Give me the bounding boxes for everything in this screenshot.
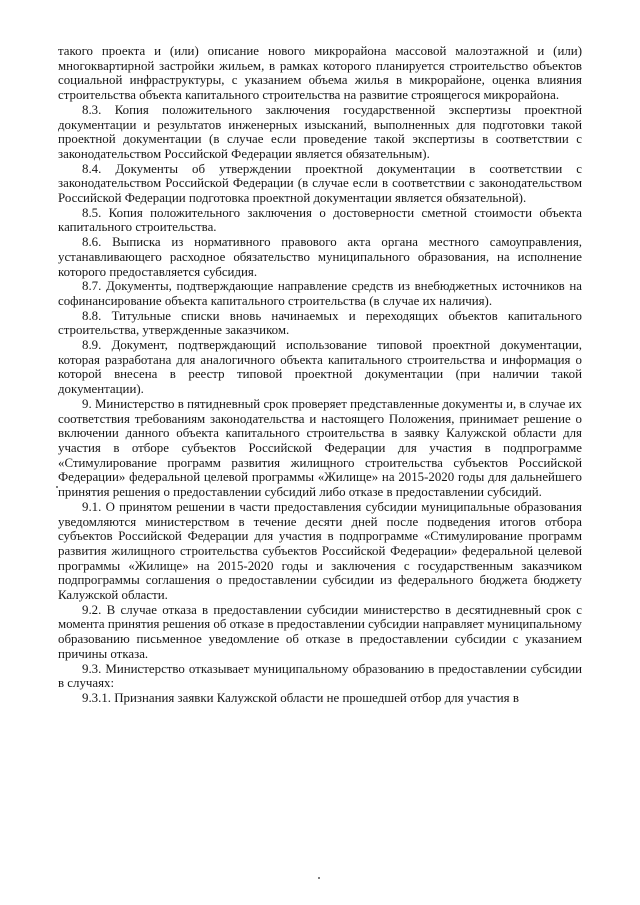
paragraph-8-9: 8.9. Документ, подтверждающий использование типовой проектной документации, которая разработана для аналогичного объекта капитального строительства и информация о которой внесена в реестр типовой проектной документации (при наличии такой документации). xyxy=(58,338,582,397)
scan-speck xyxy=(318,877,320,879)
paragraph-8-7: 8.7. Документы, подтверждающие направление средств из внебюджетных источников на софинансирование объекта капитального строительства (в случае их наличия). xyxy=(58,279,582,308)
paragraph-continuation: такого проекта и (или) описание нового микрорайона массовой малоэтажной и (или) многоквартирной застройки жильем, в рамках которого планируется строительство объектов социальной инфраструктуры, с указанием объема жилья в микрорайоне, оценка влияния строительства объекта капитального строительства на развитие строящегося микрорайона. xyxy=(58,44,582,103)
paragraph-9-1: 9.1. О принятом решении в части предоставления субсидии муниципальные образования уведомляются министерством в течение десяти дней после подведения итогов отбора субъектов Российской Федерации для участия в подпрограмме «Стимулирование программ развития жилищного строительства субъектов Российской Федерации» федеральной целевой программы «Жилище» на 2015-2020 годы и заключения с государственным заказчиком подпрограммы соглашения о предоставлении субсидии из федерального бюджета бюджету Калужской области. xyxy=(58,499,582,603)
paragraph-8-8: 8.8. Титульные списки вновь начинаемых и переходящих объектов капитального строительства, утвержденные заказчиком. xyxy=(58,308,582,338)
paragraph-8-3: 8.3. Копия положительного заключения государственной экспертизы проектной документации и результатов инженерных изысканий, выполненных для подготовки такой проектной документации (в случае если проведение такой экспертизы в соответствии с законодательством Российской Федерации является обязательным). xyxy=(58,102,582,161)
paragraph-9-3: 9.3. Министерство отказывает муниципальному образованию в предоставлении субсидии в случаях: xyxy=(58,661,582,691)
paragraph-8-6: 8.6. Выписка из нормативного правового акта органа местного самоуправления, устанавливающего расходное обязательство муниципального образования, на исполнение которого предоставляется субсидия. xyxy=(58,235,582,279)
paragraph-9-2: 9.2. В случае отказа в предоставлении субсидии министерство в десятидневный срок с момента принятия решения об отказе в предоставлении субсидии направляет муниципальному образованию письменное уведомление об отказе в предоставлении субсидии с указанием причины отказа. xyxy=(58,602,582,661)
paragraph-8-5: 8.5. Копия положительного заключения о достоверности сметной стоимости объекта капитального строительства. xyxy=(58,205,582,235)
scan-speck xyxy=(56,486,58,488)
paragraph-8-4: 8.4. Документы об утверждении проектной документации в соответствии с законодательством Российской Федерации (в случае если в соответствии с законодательством Российской Федерации подготовка проектной документации является обязательной). xyxy=(58,161,582,206)
paragraph-9: 9. Министерство в пятидневный срок проверяет представленные документы и, в случае их соответствия требованиям законодательства и настоящего Положения, принимает решение о включении данного объекта капитального строительства в заявку Калужской области для участия в отборе субъектов Российской Федерации для участия в подпрограмме «Стимулирование программ развития жилищного строительства субъектов Российской Федерации» федеральной целевой программы «Жилище» на 2015-2020 годы для дальнейшего принятия решения о предоставлении субсидий либо отказе в предоставлении субсидий. xyxy=(58,396,582,500)
paragraph-9-3-1: 9.3.1. Признания заявки Калужской области не прошедшей отбор для участия в xyxy=(82,690,519,705)
